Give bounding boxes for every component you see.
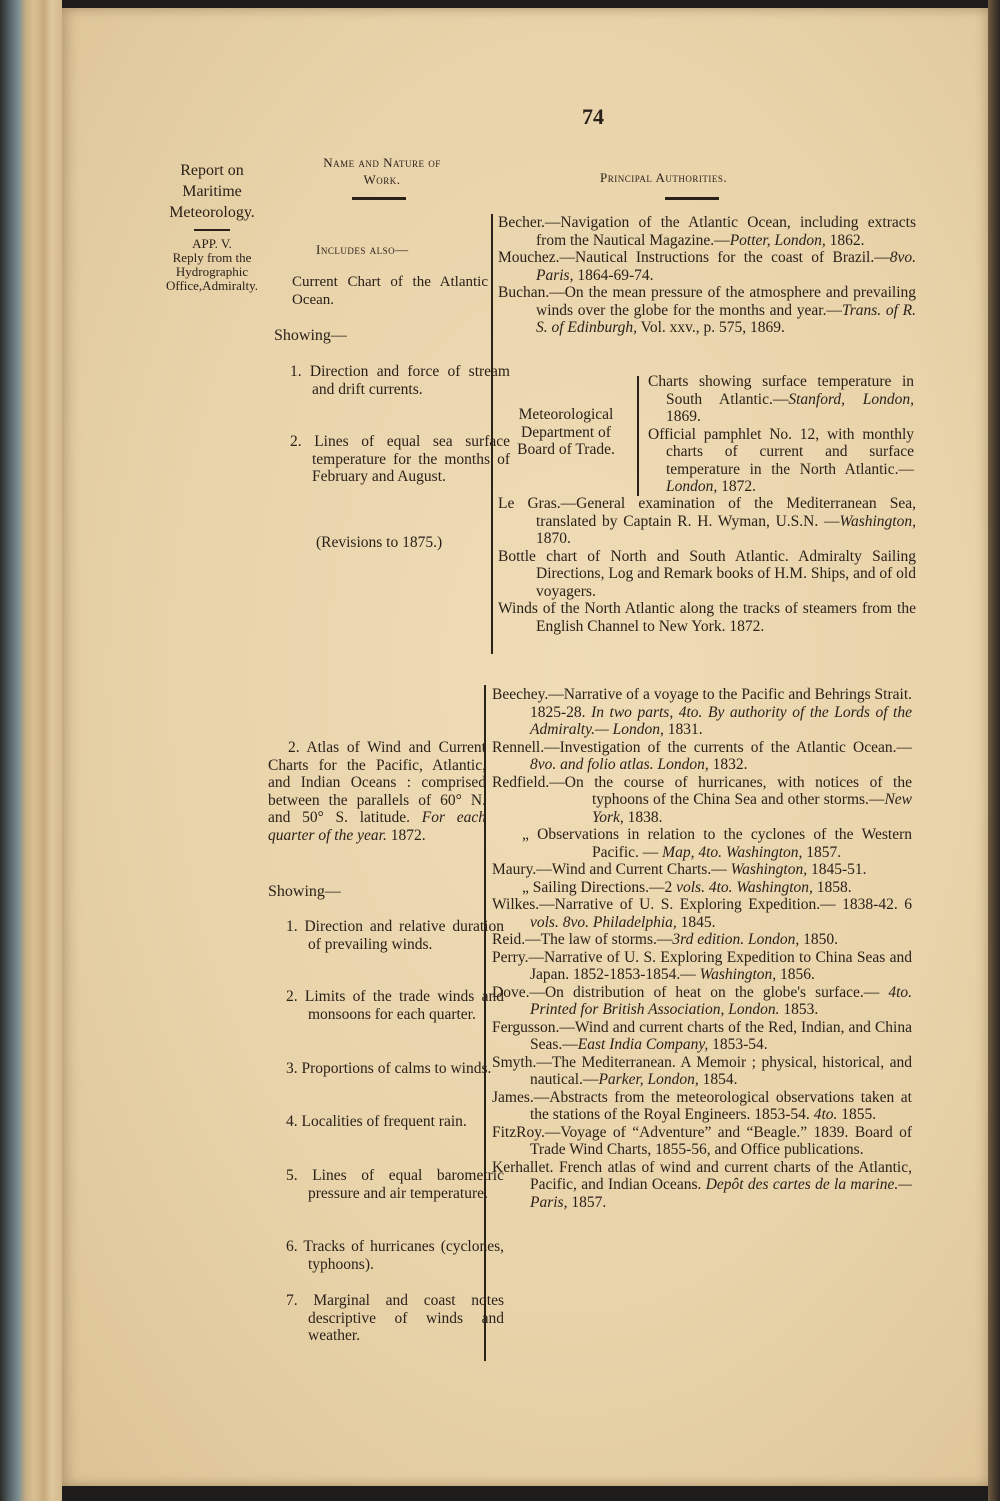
ref-redfield: Redfield.—On the course of hurricanes, with notices of the typhoons of the China Sea and other storms.—New York, 1838. xyxy=(492,773,912,826)
s2-item-2: 2. Limits of the trade winds and monsoons for each quarter. xyxy=(286,988,504,1023)
ref-beechey: Beechey.—Narrative of a voyage to the Pacific and Behrings Strait. 1825-28. In two parts, 4to. By authority of the Lords of the Admiralty.— London, 1831. xyxy=(492,686,912,738)
ref-redfield-2: „ Observations in relation to the cyclones of the Western Pacific. — Map, 4to. Washington, 1857. xyxy=(522,826,912,861)
ref-mouchez: Mouchez.—Nautical Instructions for the coast of Brazil.—8vo. Paris, 1864-69-74. xyxy=(498,249,916,284)
revisions-note: (Revisions to 1875.) xyxy=(316,534,443,551)
met-subbrace xyxy=(637,376,639,496)
margin-note xyxy=(140,160,284,293)
page-edge xyxy=(988,0,1000,1501)
ref-smyth: Smyth.—The Mediterranean. A Memoir ; physical, historical, and nautical.—Parker, London, 1854. xyxy=(492,1053,912,1088)
met-dept-line3: Board of Trade. xyxy=(517,441,615,458)
s2-atlas: 2. Atlas of Wind and Current Charts for the Pacific, Atlantic, and Indian Oceans : comprised between the parallels of 60° N. and 50° S. latitude. For each quarter of the year. 1872. xyxy=(268,739,486,844)
current-chart-text: Current Chart of the Atlantic Ocean. xyxy=(292,274,488,308)
s1-item-2: 2. Lines of equal sea surface temperature for the months of February and August. xyxy=(290,433,510,485)
column-header-authorities: Principal Authorities. xyxy=(600,170,728,185)
met-department xyxy=(498,406,634,459)
ref-rennell: Rennell.—Investigation of the currents of the Atlantic Ocean.—8vo. and folio atlas. London, 1832. xyxy=(492,738,912,773)
margin-reply-2: Hydrographic xyxy=(175,264,249,279)
header-rule-left xyxy=(352,197,406,200)
met-dept-line2: Department of xyxy=(521,423,611,441)
margin-rule xyxy=(194,229,230,231)
section2-references xyxy=(492,686,912,1211)
margin-reply-3: Office,Admiralty. xyxy=(165,278,259,293)
margin-title-1: Report on xyxy=(180,162,244,179)
ref-fitzroy: FitzRoy.—Voyage of “Adventure” and “Beagle.” 1839. Board of Trade Wind Charts, 1855-56, and Office publications. xyxy=(492,1123,912,1158)
margin-title-2: Maritime xyxy=(182,183,242,200)
s2-item-6: 6. Tracks of hurricanes (cyclones, typhoons). xyxy=(286,1238,504,1273)
ref-wilkes: Wilkes.—Narrative of U. S. Exploring Expedition.— 1838-42. 6 vols. 8vo. Philadelphia, 1845. xyxy=(492,896,912,931)
margin-title-3: Meteorology. xyxy=(169,204,255,221)
showing-label-2: Showing— xyxy=(268,883,341,900)
margin-app: APP. V. xyxy=(192,236,232,251)
header-rule-right xyxy=(665,197,719,200)
section1-references-2 xyxy=(498,495,916,635)
ref-fergusson: Fergusson.—Wind and current charts of the Red, Indian, and China Seas.—East India Company, 1853-54. xyxy=(492,1018,912,1053)
s2-item-7: 7. Marginal and coast notes descriptive of winds and weather. xyxy=(286,1292,504,1344)
ref-met-pamphlet: Official pamphlet No. 12, with monthly charts of current and surface temperature in the North Atlantic.—London, 1872. xyxy=(648,425,914,495)
ref-met-charts: Charts showing surface temperature in South Atlantic.—Stanford, London, 1869. xyxy=(648,373,914,425)
s2-item-3: 3. Proportions of calms to winds. xyxy=(286,1060,492,1077)
section2-brace xyxy=(484,685,486,1361)
header-name-line1: Name and Nature of xyxy=(323,155,441,170)
ref-winds: Winds of the North Atlantic along the tracks of steamers from the English Channel to New York. 1872. xyxy=(498,600,916,635)
showing-label-1: Showing— xyxy=(274,327,347,344)
ref-legras: Le Gras.—General examination of the Mediterranean Sea, translated by Captain R. H. Wyman, U.S.N. —Washington, 1870. xyxy=(498,495,916,547)
ref-buchan: Buchan.—On the mean pressure of the atmosphere and prevailing winds over the globe for the months and year.—Trans. of R. S. of Edinburgh, Vol. xxv., p. 575, 1869. xyxy=(498,284,917,336)
margin-reply-1: Reply from the xyxy=(172,250,252,265)
includes-also: Includes also— xyxy=(316,242,409,257)
page-number: 74 xyxy=(582,104,604,129)
header-name-line2: Work. xyxy=(363,172,401,187)
ref-bottle: Bottle chart of North and South Atlantic. Admiralty Sailing Directions, Log and Remark books of H.M. Ships, and of old voyagers. xyxy=(498,547,916,600)
section1-brace xyxy=(491,214,493,654)
book-spine xyxy=(0,0,62,1501)
s2-item-5: 5. Lines of equal barometric pressure and air temperature. xyxy=(286,1167,504,1202)
ref-reid: Reid.—The law of storms.—3rd edition. London, 1850. xyxy=(492,931,839,948)
column-header-name xyxy=(284,154,480,188)
section1-references xyxy=(498,214,916,337)
ref-becher: Becher.—Navigation of the Atlantic Ocean, including extracts from the Nautical Magazine.—Potter, London, 1862. xyxy=(498,214,916,249)
ref-kerhallet: Kerhallet. French atlas of wind and current charts of the Atlantic, Pacific, and Indian Oceans. Depôt des cartes de la marine.—Paris, 1857. xyxy=(492,1158,912,1211)
current-chart-title xyxy=(292,274,488,309)
ref-perry: Perry.—Narrative of U. S. Exploring Expedition to China Seas and Japan. 1852-1853-1854.— Washington, 1856. xyxy=(492,948,912,983)
s2-item-1: 1. Direction and relative duration of prevailing winds. xyxy=(286,918,504,953)
met-dept-line1: Meteorological xyxy=(518,406,614,423)
ref-james: James.—Abstracts from the meteorological observations taken at the stations of the Royal Engineers. 1853-54. 4to. 1855. xyxy=(492,1088,912,1123)
ref-dove: Dove.—On distribution of heat on the globe's surface.— 4to. Printed for British Association, London. 1853. xyxy=(492,983,912,1018)
s1-item-1: 1. Direction and force of stream and drift currents. xyxy=(290,363,510,398)
s2-item-4: 4. Localities of frequent rain. xyxy=(286,1113,467,1130)
met-references xyxy=(648,373,914,496)
ref-maury: Maury.—Wind and Current Charts.— Washington, 1845-51. xyxy=(492,861,867,878)
ref-maury-2: „ Sailing Directions.—2 vols. 4to. Washington, 1858. xyxy=(522,878,852,896)
